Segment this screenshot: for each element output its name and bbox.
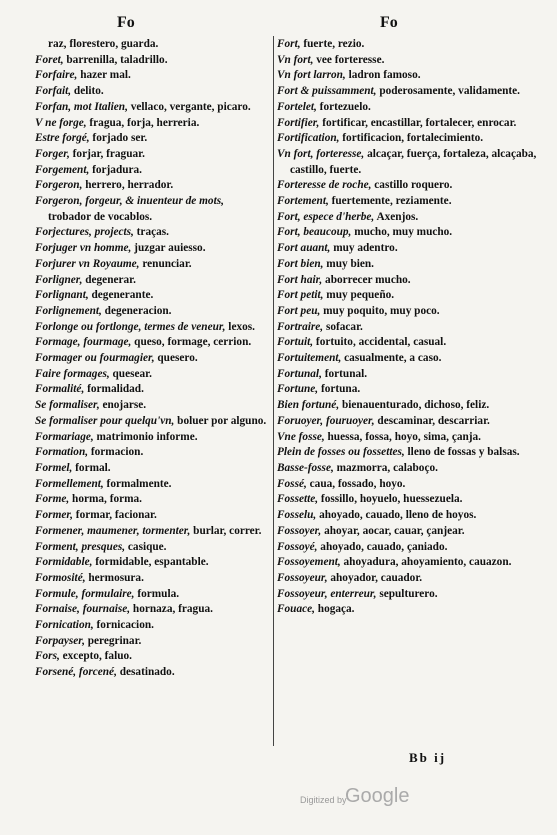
entry-headword: Formel, xyxy=(35,461,73,474)
entry-headword: Estre forgé, xyxy=(35,132,90,145)
dictionary-entry xyxy=(35,540,268,556)
entry-headword: Forlonge ou fortlonge, termes de veneur, xyxy=(35,320,226,333)
dictionary-entry xyxy=(35,634,268,650)
entry-translation: hermosura. xyxy=(85,571,144,584)
entry-headword: Fortement, xyxy=(277,195,329,208)
entry-headword: V ne forge, xyxy=(35,116,87,129)
dictionary-entry xyxy=(277,398,539,414)
watermark-brand: Google xyxy=(345,785,410,807)
entry-headword: Forligner, xyxy=(35,273,83,286)
dictionary-entry xyxy=(35,147,268,163)
signature-mark: Bb ij xyxy=(409,750,447,765)
entry-translation: lleno de fossas y balsas. xyxy=(404,446,520,459)
entry-translation: barrenilla, taladrillo. xyxy=(63,53,168,66)
entry-translation: enojarse. xyxy=(99,399,147,412)
entry-translation: bienauenturado, dichoso, feliz. xyxy=(339,399,490,412)
entry-headword: Fouace, xyxy=(277,603,315,616)
running-header xyxy=(0,14,557,36)
header-left: Fo xyxy=(117,14,135,31)
entry-headword: Fossoyeur, xyxy=(277,571,328,584)
entry-translation: fortuito, accidental, casual. xyxy=(313,336,447,349)
entry-headword: Vn fort, xyxy=(277,53,314,66)
entry-headword: Formation, xyxy=(35,446,89,459)
entry-headword: Fors, xyxy=(35,650,60,663)
entry-translation: renunciar. xyxy=(139,257,192,270)
entry-headword: Fossoyé, xyxy=(277,540,318,553)
dictionary-entry xyxy=(35,524,268,540)
entry-translation: degenerante. xyxy=(88,289,154,302)
dictionary-entry xyxy=(277,335,539,351)
entry-headword: Formager ou fourmagier, xyxy=(35,352,155,365)
dictionary-entry xyxy=(35,68,268,84)
entry-translation: hazer mal. xyxy=(77,69,131,82)
dictionary-entry xyxy=(277,445,539,461)
entry-translation: burlar, correr. xyxy=(190,524,262,537)
entry-translation: sepulturero. xyxy=(376,587,438,600)
entry-headword: Fort, beaucoup, xyxy=(277,226,352,239)
dictionary-entry xyxy=(35,461,268,477)
entry-headword: Forpayser, xyxy=(35,634,85,647)
entry-headword: Plein de fosses ou fossettes, xyxy=(277,446,405,459)
dictionary-entry xyxy=(277,257,539,273)
entry-headword: Fortunal, xyxy=(277,367,322,380)
dictionary-entry xyxy=(35,53,268,69)
entry-headword: Forger, xyxy=(35,147,70,160)
entry-translation: traças. xyxy=(133,226,169,239)
entry-headword: Formosité, xyxy=(35,571,86,584)
header-right: Fo xyxy=(380,14,398,31)
dictionary-entry xyxy=(35,649,268,665)
dictionary-entry xyxy=(277,84,539,100)
dictionary-entry xyxy=(35,492,268,508)
dictionary-entry xyxy=(277,555,539,571)
entry-headword: Forjuger vn homme, xyxy=(35,242,132,255)
dictionary-entry xyxy=(35,116,268,132)
entry-translation: forjar, fraguar. xyxy=(69,147,145,160)
entry-headword: Forgeron, forgeur, & inuenteur de mots, xyxy=(35,195,224,208)
entry-translation: descaminar, descarriar. xyxy=(374,414,490,427)
entry-headword: Forgeron, xyxy=(35,179,83,192)
dictionary-entry xyxy=(35,571,268,587)
entry-translation: desatinado. xyxy=(116,666,175,679)
entry-translation: alcaçar, fuerça, fortaleza, alcaçaba, castillo, fuerte. xyxy=(290,147,537,176)
entry-translation: horma, forma. xyxy=(69,493,143,506)
dictionary-entry xyxy=(277,524,539,540)
entry-translation: muy bien. xyxy=(323,257,374,270)
entry-headword: Formidable, xyxy=(35,556,93,569)
dictionary-entry xyxy=(35,367,268,383)
entry-headword: Bien fortuné, xyxy=(277,399,340,412)
dictionary-entry xyxy=(35,178,268,194)
dictionary-entry xyxy=(277,461,539,477)
dictionary-entry xyxy=(277,320,539,336)
entry-translation: formal. xyxy=(72,461,111,474)
entry-translation: formacion. xyxy=(88,446,144,459)
entry-translation: formula. xyxy=(134,587,180,600)
dictionary-entry xyxy=(277,508,539,524)
dictionary-entry xyxy=(277,225,539,241)
entry-translation: quesero. xyxy=(154,352,198,365)
entry-translation: quesear. xyxy=(109,367,152,380)
dictionary-entry xyxy=(35,163,268,179)
dictionary-entry xyxy=(277,430,539,446)
entry-headword: Fort petit, xyxy=(277,289,324,302)
entry-headword: Se formaliser, xyxy=(35,399,100,412)
dictionary-entry xyxy=(277,37,539,53)
entry-headword: Forjurer vn Royaume, xyxy=(35,257,140,270)
dictionary-entry xyxy=(277,273,539,289)
dictionary-entry xyxy=(35,273,268,289)
entry-translation: peregrinar. xyxy=(84,634,142,647)
entry-translation: delito. xyxy=(71,85,104,98)
dictionary-entry xyxy=(35,477,268,493)
entry-translation: degenerar. xyxy=(82,273,136,286)
entry-headword: Fort & puissamment, xyxy=(277,85,377,98)
dictionary-entry xyxy=(35,665,268,681)
entry-translation: Axenjos. xyxy=(374,210,419,223)
dictionary-entry xyxy=(277,571,539,587)
dictionary-entry xyxy=(277,288,539,304)
entry-translation: formar, facionar. xyxy=(72,509,157,522)
entry-translation: poderosamente, validamente. xyxy=(376,85,521,98)
entry-headword: Fossé, xyxy=(277,477,307,490)
entry-headword: Forgement, xyxy=(35,163,90,176)
entry-translation: juzgar auiesso. xyxy=(131,242,206,255)
entry-translation: formidable, espantable. xyxy=(92,556,209,569)
entry-headword: Fort auant, xyxy=(277,242,331,255)
dictionary-entry xyxy=(35,430,268,446)
dictionary-entry xyxy=(277,414,539,430)
entry-translation: aborrecer mucho. xyxy=(322,273,411,286)
dictionary-entry xyxy=(277,178,539,194)
entry-translation: fuertemente, reziamente. xyxy=(328,195,452,208)
entry-translation: ahoyadura, ahoyamiento, cauazon. xyxy=(340,556,512,569)
dictionary-entry xyxy=(35,257,268,273)
dictionary-entry xyxy=(277,100,539,116)
dictionary-entry xyxy=(277,210,539,226)
entry-translation: ladron famoso. xyxy=(345,69,421,82)
entry-translation: ahoyado, cauado, çaniado. xyxy=(317,540,448,553)
dictionary-entry xyxy=(35,84,268,100)
entry-translation: forjado ser. xyxy=(89,132,148,145)
dictionary-entry xyxy=(277,194,539,210)
entry-headword: Fossette, xyxy=(277,493,319,506)
entry-headword: Se formaliser pour quelqu'vn, xyxy=(35,414,175,427)
dictionary-entry xyxy=(35,618,268,634)
dictionary-entry xyxy=(35,241,268,257)
entry-headword: Forfaire, xyxy=(35,69,78,82)
entry-headword: Forteresse de roche, xyxy=(277,179,372,192)
entry-translation: excepto, faluo. xyxy=(59,650,132,663)
dictionary-entry xyxy=(277,477,539,493)
entry-headword: Forme, xyxy=(35,493,70,506)
right-column xyxy=(277,37,539,618)
entry-translation: muy poquito, muy poco. xyxy=(320,304,440,317)
entry-translation: fossillo, hoyuelo, huessezuela. xyxy=(318,493,463,506)
entry-translation: casualmente, a caso. xyxy=(341,352,442,365)
entry-headword: Forlignement, xyxy=(35,304,102,317)
dictionary-entry xyxy=(277,351,539,367)
entry-headword: Forfan, mot Italien, xyxy=(35,100,128,113)
entry-headword: Fornaise, fournaise, xyxy=(35,603,131,616)
entry-translation: mazmorra, calaboço. xyxy=(333,461,438,474)
entry-headword: Fort peu, xyxy=(277,304,321,317)
dictionary-entry xyxy=(277,602,539,618)
dictionary-entry xyxy=(35,351,268,367)
dictionary-entry xyxy=(35,602,268,618)
dictionary-entry xyxy=(277,382,539,398)
entry-translation: vee forteresse. xyxy=(313,53,385,66)
entry-translation: fortificacion, fortalecimiento. xyxy=(339,132,484,145)
entry-headword: Fortuit, xyxy=(277,336,314,349)
entry-translation: huessa, fossa, hoyo, sima, çanja. xyxy=(324,430,481,443)
left-column xyxy=(35,37,268,681)
dictionary-entry xyxy=(35,382,268,398)
entry-translation: vellaco, vergante, picaro. xyxy=(127,100,251,113)
entry-translation: trobador de vocablos. xyxy=(48,210,153,223)
dictionary-entry xyxy=(277,53,539,69)
entry-translation: queso, formage, cerrion. xyxy=(131,336,252,349)
watermark-digitized: Digitized by xyxy=(300,795,347,805)
dictionary-entry xyxy=(35,131,268,147)
entry-headword: Forsené, forcené, xyxy=(35,666,117,679)
entry-translation: fortificar, encastillar, fortalecer, enrocar. xyxy=(319,116,517,129)
entry-headword: Fortifier, xyxy=(277,116,320,129)
entry-translation: hornaza, fragua. xyxy=(130,603,213,616)
entry-translation: fortuna. xyxy=(318,383,361,396)
entry-headword: Fossoyement, xyxy=(277,556,341,569)
entry-headword: Foret, xyxy=(35,53,64,66)
entry-translation: ahoyador, cauador. xyxy=(327,571,423,584)
column-divider xyxy=(273,36,274,746)
entry-headword: Faire formages, xyxy=(35,367,110,380)
entry-translation: boluer por alguno. xyxy=(174,414,267,427)
entry-headword: Foruoyer, fouruoyer, xyxy=(277,414,375,427)
dictionary-entry xyxy=(35,398,268,414)
entry-headword: Forfait, xyxy=(35,85,72,98)
entry-translation: degeneracion. xyxy=(101,304,172,317)
entry-headword: Fortraire, xyxy=(277,320,324,333)
dictionary-entry xyxy=(277,540,539,556)
entry-translation: lexos. xyxy=(225,320,255,333)
entry-headword: Forment, presques, xyxy=(35,540,126,553)
entry-translation: ahoyado, cauado, lleno de hoyos. xyxy=(316,509,477,522)
dictionary-entry xyxy=(35,587,268,603)
dictionary-entry xyxy=(35,414,268,430)
dictionary-entry xyxy=(277,131,539,147)
dictionary-entry xyxy=(35,194,268,225)
dictionary-entry xyxy=(35,304,268,320)
entry-translation: muy pequeño. xyxy=(323,289,395,302)
entry-translation: herrero, herrador. xyxy=(82,179,174,192)
entry-translation: casique. xyxy=(125,540,167,553)
entry-headword: Fosselu, xyxy=(277,509,317,522)
entry-headword: Vne fosse, xyxy=(277,430,325,443)
dictionary-entry xyxy=(277,68,539,84)
entry-headword: Fort hair, xyxy=(277,273,323,286)
entry-headword: Forjectures, projects, xyxy=(35,226,134,239)
dictionary-entry xyxy=(277,492,539,508)
entry-translation: formalmente. xyxy=(103,477,172,490)
dictionary-entry xyxy=(35,445,268,461)
entry-headword: Formage, fourmage, xyxy=(35,336,132,349)
entry-translation: raz, florestero, guarda. xyxy=(48,38,159,50)
entry-headword: Former, xyxy=(35,509,73,522)
entry-headword: Fortelet, xyxy=(277,100,317,113)
entry-headword: Vn fort larron, xyxy=(277,69,346,82)
entry-translation: castillo roquero. xyxy=(371,179,453,192)
entry-translation: fuerte, rezio. xyxy=(300,38,365,50)
dictionary-entry xyxy=(35,288,268,304)
dictionary-entry xyxy=(35,320,268,336)
entry-headword: Fort, xyxy=(277,38,301,50)
entry-headword: Basse-fosse, xyxy=(277,461,334,474)
dictionary-entry xyxy=(277,241,539,257)
entry-headword: Formener, maumener, tormenter, xyxy=(35,524,191,537)
dictionary-entry xyxy=(35,508,268,524)
dictionary-entry xyxy=(35,555,268,571)
entry-translation: fragua, forja, herreria. xyxy=(86,116,200,129)
dictionary-entry xyxy=(35,335,268,351)
entry-headword: Formellement, xyxy=(35,477,104,490)
entry-headword: Fortune, xyxy=(277,383,319,396)
entry-headword: Fornication, xyxy=(35,619,94,632)
dictionary-entry xyxy=(35,100,268,116)
entry-headword: Formariage, xyxy=(35,430,94,443)
entry-headword: Vn fort, forteresse, xyxy=(277,147,365,160)
entry-translation: forjadura. xyxy=(89,163,143,176)
entry-headword: Fort bien, xyxy=(277,257,324,270)
dictionary-entry xyxy=(277,304,539,320)
entry-headword: Fortification, xyxy=(277,132,340,145)
entry-headword: Fossoyer, xyxy=(277,524,322,537)
entry-headword: Formalité, xyxy=(35,383,85,396)
entry-headword: Formule, formulaire, xyxy=(35,587,135,600)
entry-translation: caua, fossado, hoyo. xyxy=(306,477,406,490)
dictionary-entry xyxy=(277,147,539,178)
entry-translation: fortunal. xyxy=(321,367,368,380)
entry-translation: formalidad. xyxy=(84,383,144,396)
entry-translation: ahoyar, aocar, cauar, çanjear. xyxy=(321,524,465,537)
entry-translation: fortezuelo. xyxy=(316,100,371,113)
dictionary-entry xyxy=(277,587,539,603)
entry-headword: Fossoyeur, enterreur, xyxy=(277,587,377,600)
entry-translation: matrimonio informe. xyxy=(93,430,198,443)
dictionary-entry xyxy=(277,116,539,132)
entry-translation: muy adentro. xyxy=(330,242,398,255)
entry-headword: Forlignant, xyxy=(35,289,89,302)
entry-translation: fornicacion. xyxy=(93,619,154,632)
entry-headword: Fort, espece d'herbe, xyxy=(277,210,375,223)
entry-headword: Fortuitement, xyxy=(277,352,342,365)
entry-translation: hogaça. xyxy=(314,603,355,616)
dictionary-entry xyxy=(35,225,268,241)
dictionary-entry xyxy=(277,367,539,383)
entry-translation: mucho, muy mucho. xyxy=(351,226,453,239)
entry-translation: sofacar. xyxy=(323,320,363,333)
dictionary-entry xyxy=(48,37,268,53)
